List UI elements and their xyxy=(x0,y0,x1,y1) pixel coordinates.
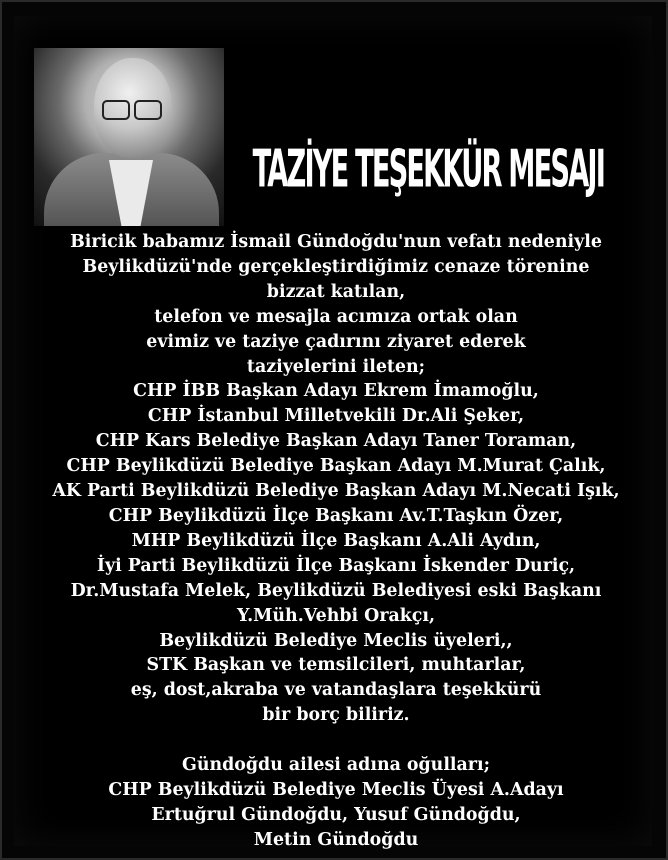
glasses-left-icon xyxy=(102,100,130,120)
message-line: Dr.Mustafa Melek, Beylikdüzü Belediyesi eski Başkanı xyxy=(70,580,602,601)
spacer xyxy=(16,728,656,753)
message-line: Biricik babamız İsmail Gündoğdu'nun vefatı nedeniyle xyxy=(70,232,602,252)
message-body xyxy=(16,230,656,853)
message-line: STK Başkan ve temsilcileri, muhtarlar, xyxy=(146,655,526,676)
message-line: telefon ve mesajla acımıza ortak olan xyxy=(154,306,518,327)
message-line: CHP İBB Başkan Adayı Ekrem İmamoğlu, xyxy=(133,381,539,402)
signature-line: Metin Gündoğdu xyxy=(253,829,419,850)
message-line: CHP Kars Belediye Başkan Adayı Taner Toraman, xyxy=(95,431,577,452)
message-line: evimiz ve taziye çadırını ziyaret ederek xyxy=(146,331,526,352)
page-title xyxy=(252,124,604,214)
message-line: Beylikdüzü Belediye Meclis üyeleri,, xyxy=(159,630,513,651)
message-line: eş, dost,akraba ve vatandaşlara teşekkürü xyxy=(130,680,542,701)
signature-line: CHP Beylikdüzü Belediye Meclis Üyesi A.Adayı xyxy=(108,779,564,800)
portrait-photo xyxy=(34,48,224,226)
message-line: Beylikdüzü'nde gerçekleştirdiğimiz cenaze törenine xyxy=(82,256,590,277)
message-line: MHP Beylikdüzü İlçe Başkanı A.Ali Aydın, xyxy=(131,530,541,551)
signature-line: Gündoğdu ailesi adına oğulları; xyxy=(182,755,490,776)
message-line: İyi Parti Beylikdüzü İlçe Başkanı İskender Duriç, xyxy=(96,555,576,576)
message-line: Y.Müh.Vehbi Orakçı, xyxy=(236,605,436,626)
message-line: CHP Beylikdüzü İlçe Başkanı Av.T.Taşkın Özer, xyxy=(108,505,564,526)
message-line: CHP İstanbul Milletvekili Dr.Ali Şeker, xyxy=(147,406,525,427)
message-line: bizzat katılan, xyxy=(266,281,406,302)
message-line: bir borç biliriz. xyxy=(262,705,410,726)
title-text: TAZİYE TEŞEKKÜR MESAJI xyxy=(252,138,604,200)
message-line: AK Parti Beylikdüzü Belediye Başkan Adayı M.Necati Işık, xyxy=(52,481,620,502)
message-line: CHP Beylikdüzü Belediye Başkan Adayı M.Murat Çalık, xyxy=(66,456,606,477)
signature-line: Ertuğrul Gündoğdu, Yusuf Gündoğdu, xyxy=(151,804,521,825)
message-line: taziyelerini ileten; xyxy=(246,356,426,377)
glasses-right-icon xyxy=(134,100,162,120)
